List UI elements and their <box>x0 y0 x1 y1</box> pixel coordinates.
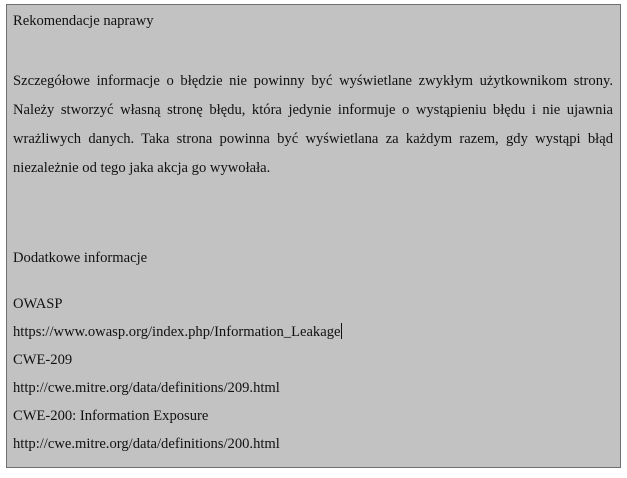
reference-owasp-label: OWASP <box>13 296 63 312</box>
recommendation-box <box>6 4 621 468</box>
text-cursor <box>341 323 342 339</box>
recommendations-paragraph: Szczegółowe informacje o błędzie nie powinny być wyświetlane zwykłym użytkownikom strony. Należy stworzyć własną stronę błędu, która jedynie informuje o wystąpieniu błędu i nie ujawnia wrażliwych danych. Taka strona powinna być wyświetlana za każdym razem, gdy wystąpi błąd niezależnie od tego jaka akcja go wywołała. <box>13 73 613 176</box>
reference-owasp-url[interactable]: https://www.owasp.org/index.php/Information_Leakage <box>13 324 341 340</box>
reference-cwe209-url[interactable]: http://cwe.mitre.org/data/definitions/209.html <box>13 380 280 396</box>
additional-info-heading: Dodatkowe informacje <box>13 250 148 266</box>
reference-cwe200-label: CWE-200: Information Exposure <box>13 408 209 424</box>
reference-cwe200-url[interactable]: http://cwe.mitre.org/data/definitions/200.html <box>13 436 280 452</box>
recommendations-heading: Rekomendacje naprawy <box>13 13 154 29</box>
reference-cwe209-label: CWE-209 <box>13 352 73 368</box>
reference-owasp-url-line <box>13 322 342 342</box>
